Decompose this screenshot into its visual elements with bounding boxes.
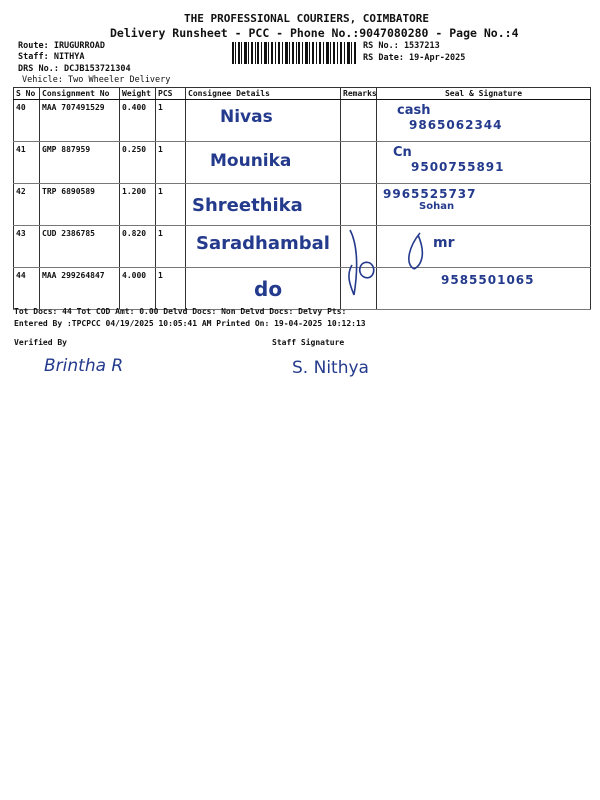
col-consignee: Consignee Details	[186, 88, 341, 100]
vehicle-label: Vehicle: Two Wheeler Delivery	[22, 75, 171, 85]
consignee-cell	[186, 100, 341, 142]
consignee-handwriting: Saradhambal	[196, 233, 330, 254]
sno-cell: 44	[14, 268, 40, 310]
barcode	[232, 42, 358, 64]
weight-cell: 0.250	[120, 142, 156, 184]
runsheet-subtitle: Delivery Runsheet - PCC - Phone No.:9047080280 - Page No.:4	[110, 26, 519, 40]
staff-signature-label: Staff Signature	[272, 338, 345, 347]
pen-scribble	[340, 225, 460, 305]
consignment-cell: MAA 707491529	[40, 100, 120, 142]
col-consignment: Consignment No	[40, 88, 120, 100]
rs-number: RS No.: 1537213	[363, 41, 440, 51]
staff-label: Staff: NITHYA	[18, 52, 85, 62]
drs-number: DRS No.: DCJB153721304	[18, 64, 131, 74]
signature-handwriting: Cn	[393, 145, 412, 160]
consignee-cell	[186, 142, 341, 184]
pcs-cell: 1	[156, 142, 186, 184]
rs-date: RS Date: 19-Apr-2025	[363, 53, 466, 63]
pcs-cell: 1	[156, 226, 186, 268]
consignee-cell	[186, 226, 341, 268]
phone-handwriting: 9965525737	[383, 187, 477, 201]
signature-handwriting: cash	[397, 103, 431, 118]
weight-cell: 0.400	[120, 100, 156, 142]
table-row	[14, 268, 591, 310]
seal-cell	[377, 184, 591, 226]
table-row	[14, 184, 591, 226]
pcs-cell: 1	[156, 100, 186, 142]
route-label: Route: IRUGURROAD	[18, 41, 105, 51]
signature-handwriting: mr	[433, 235, 455, 251]
totals-line: Tot Docs: 44 Tot COD Amt: 0.00 Delvd Docs: Non Delvd Docs: Delvy Pts:	[14, 307, 347, 316]
consignee-cell	[186, 184, 341, 226]
table-row	[14, 100, 591, 142]
consignment-cell: TRP 6890589	[40, 184, 120, 226]
col-sno: S No	[14, 88, 40, 100]
consignee-handwriting: do	[254, 277, 283, 301]
entered-printed-line: Entered By :TPCPCC 04/19/2025 10:05:41 AM Printed On: 19-04-2025 10:12:13	[14, 319, 366, 328]
remarks-cell	[341, 100, 377, 142]
weight-cell: 1.200	[120, 184, 156, 226]
table-header-row	[14, 88, 591, 100]
seal-cell	[377, 142, 591, 184]
runsheet-table	[13, 87, 591, 310]
phone-handwriting: 9585501065	[441, 273, 535, 287]
remarks-cell	[341, 142, 377, 184]
consignment-cell: GMP 887959	[40, 142, 120, 184]
consignment-cell: CUD 2386785	[40, 226, 120, 268]
pcs-cell: 1	[156, 184, 186, 226]
consignee-handwriting: Mounika	[210, 151, 292, 171]
table-row	[14, 142, 591, 184]
weight-cell: 0.820	[120, 226, 156, 268]
col-seal: Seal & Signature	[377, 88, 591, 100]
staff-signature: S. Nithya	[292, 358, 369, 378]
verified-by-label: Verified By	[14, 338, 67, 347]
seal-cell	[377, 100, 591, 142]
consignment-cell: MAA 299264847	[40, 268, 120, 310]
phone-handwriting: 9500755891	[411, 160, 505, 174]
pcs-cell: 1	[156, 268, 186, 310]
sno-cell: 41	[14, 142, 40, 184]
sno-cell: 43	[14, 226, 40, 268]
phone-handwriting: 9865062344	[409, 118, 503, 132]
col-pcs: PCS	[156, 88, 186, 100]
consignee-handwriting: Shreethika	[192, 195, 303, 216]
consignee-handwriting: Nivas	[220, 107, 273, 127]
weight-cell: 4.000	[120, 268, 156, 310]
sno-cell: 40	[14, 100, 40, 142]
col-weight: Weight	[120, 88, 156, 100]
remarks-cell	[341, 184, 377, 226]
company-name: THE PROFESSIONAL COURIERS, COIMBATORE	[184, 12, 430, 25]
col-remarks: Remarks	[341, 88, 377, 100]
table-row	[14, 226, 591, 268]
verified-signature: Brintha R	[44, 356, 124, 376]
consignee-cell	[186, 268, 341, 310]
signature-handwriting: Sohan	[419, 201, 455, 212]
sno-cell: 42	[14, 184, 40, 226]
